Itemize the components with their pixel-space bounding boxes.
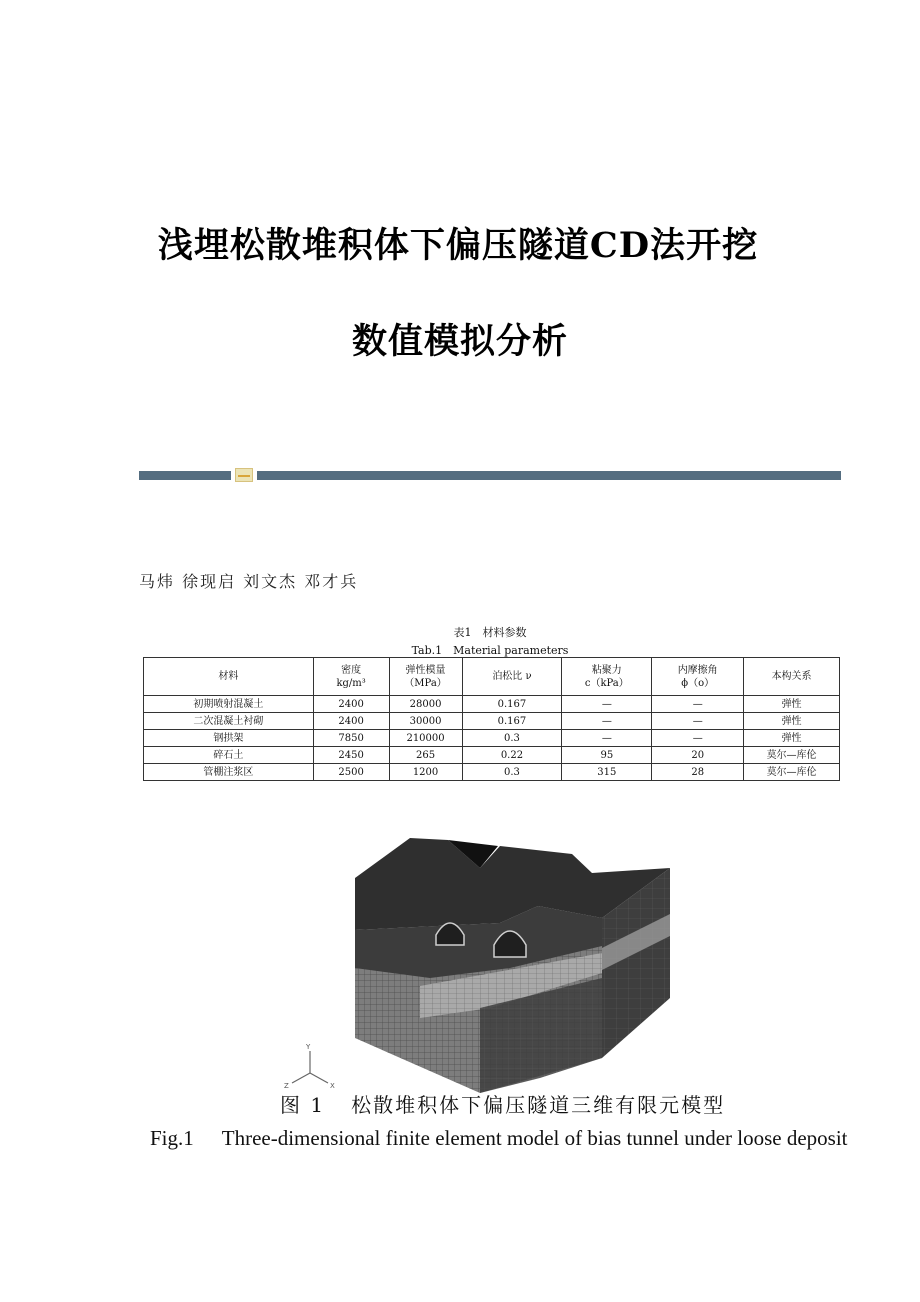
envelope-icon (235, 468, 253, 482)
paper-title-line1: 浅埋松散堆积体下偏压隧道CD法开挖 (157, 225, 759, 266)
table-header-line: 材料 (218, 671, 239, 682)
table-cell: 0.3 (462, 764, 562, 781)
table-header-cell (389, 658, 462, 696)
axis-label-y: Y (306, 1043, 311, 1051)
table-header-line: c（kPa） (584, 677, 629, 689)
table-cell: 莫尔—库伦 (744, 747, 840, 764)
table-cell: 2400 (313, 713, 389, 730)
table-header-line: 泊松比 ν (492, 671, 532, 682)
table-cell: 0.167 (462, 696, 562, 713)
table-row (144, 747, 840, 764)
table-cell: 管棚注浆区 (144, 764, 314, 781)
table-cell: 2500 (313, 764, 389, 781)
table-header-cell (562, 658, 652, 696)
table-cell: 莫尔—库伦 (744, 764, 840, 781)
table-cell: — (562, 713, 652, 730)
table-cell: — (562, 696, 652, 713)
table-cell: 碎石土 (144, 747, 314, 764)
table-cell: — (652, 730, 744, 747)
table-header-line: （MPa） (404, 677, 447, 689)
table-cell: 弹性 (744, 730, 840, 747)
paper-title-line2: 数值模拟分析 (351, 321, 568, 362)
fe-model-figure (280, 818, 760, 1093)
table-cell: 210000 (389, 730, 462, 747)
table-header-line: kg/m³ (336, 677, 366, 689)
decorative-rule (139, 471, 841, 480)
table-cell: — (562, 730, 652, 747)
table-header-line: 密度 (341, 664, 362, 676)
figure-number-en: Fig.1 (150, 1126, 194, 1150)
table-cell: 钢拱架 (144, 730, 314, 747)
table-cell: 弹性 (744, 713, 840, 730)
table-cell: 7850 (313, 730, 389, 747)
figure-caption-en (150, 1126, 848, 1151)
table-header-line: 本构关系 (771, 671, 812, 682)
figure-caption-cn (280, 1089, 725, 1118)
table-cell: 弹性 (744, 696, 840, 713)
material-parameters-table (143, 657, 840, 781)
table-header-cell (144, 658, 314, 696)
table-header-line: 粘聚力 (591, 664, 622, 676)
table-caption-cn: 表1 材料参数 (453, 626, 527, 639)
figure-title-en: Three-dimensional finite element model of bias tunnel under loose deposit (221, 1126, 848, 1150)
table-cell: 2450 (313, 747, 389, 764)
table-row (144, 730, 840, 747)
figure-number-cn: 图 1 (280, 1093, 326, 1117)
table-header-line: 内摩擦角 (677, 664, 718, 676)
table-caption-en: Tab.1 Material parameters (411, 644, 569, 657)
table-cell: 0.3 (462, 730, 562, 747)
table-cell: 0.167 (462, 713, 562, 730)
table-cell: 0.22 (462, 747, 562, 764)
table-header-cell (462, 658, 562, 696)
table-cell: 1200 (389, 764, 462, 781)
table-cell: 265 (389, 747, 462, 764)
table-header-line: 弹性模量 (405, 664, 446, 676)
table-header-line: ϕ（o） (681, 677, 715, 689)
table-cell: 30000 (389, 713, 462, 730)
authors: 马炜 徐现启 刘文杰 邓才兵 (139, 572, 359, 591)
table-cell: 315 (562, 764, 652, 781)
table-row (144, 764, 840, 781)
table-cell: 初期喷射混凝土 (144, 696, 314, 713)
table-header-cell (744, 658, 840, 696)
table-cell: 20 (652, 747, 744, 764)
axis-label-z: Z (284, 1082, 289, 1090)
table-cell: 28 (652, 764, 744, 781)
table-header-cell (313, 658, 389, 696)
table-row (144, 713, 840, 730)
table-cell: 28000 (389, 696, 462, 713)
table-row (144, 696, 840, 713)
table-cell: 2400 (313, 696, 389, 713)
table-header-cell (652, 658, 744, 696)
table-cell: 95 (562, 747, 652, 764)
table-cell: 二次混凝土衬砌 (144, 713, 314, 730)
figure-title-cn: 松散堆积体下偏压隧道三维有限元模型 (351, 1093, 726, 1117)
table-cell: — (652, 696, 744, 713)
table-cell: — (652, 713, 744, 730)
axis-label-x: X (330, 1082, 335, 1090)
